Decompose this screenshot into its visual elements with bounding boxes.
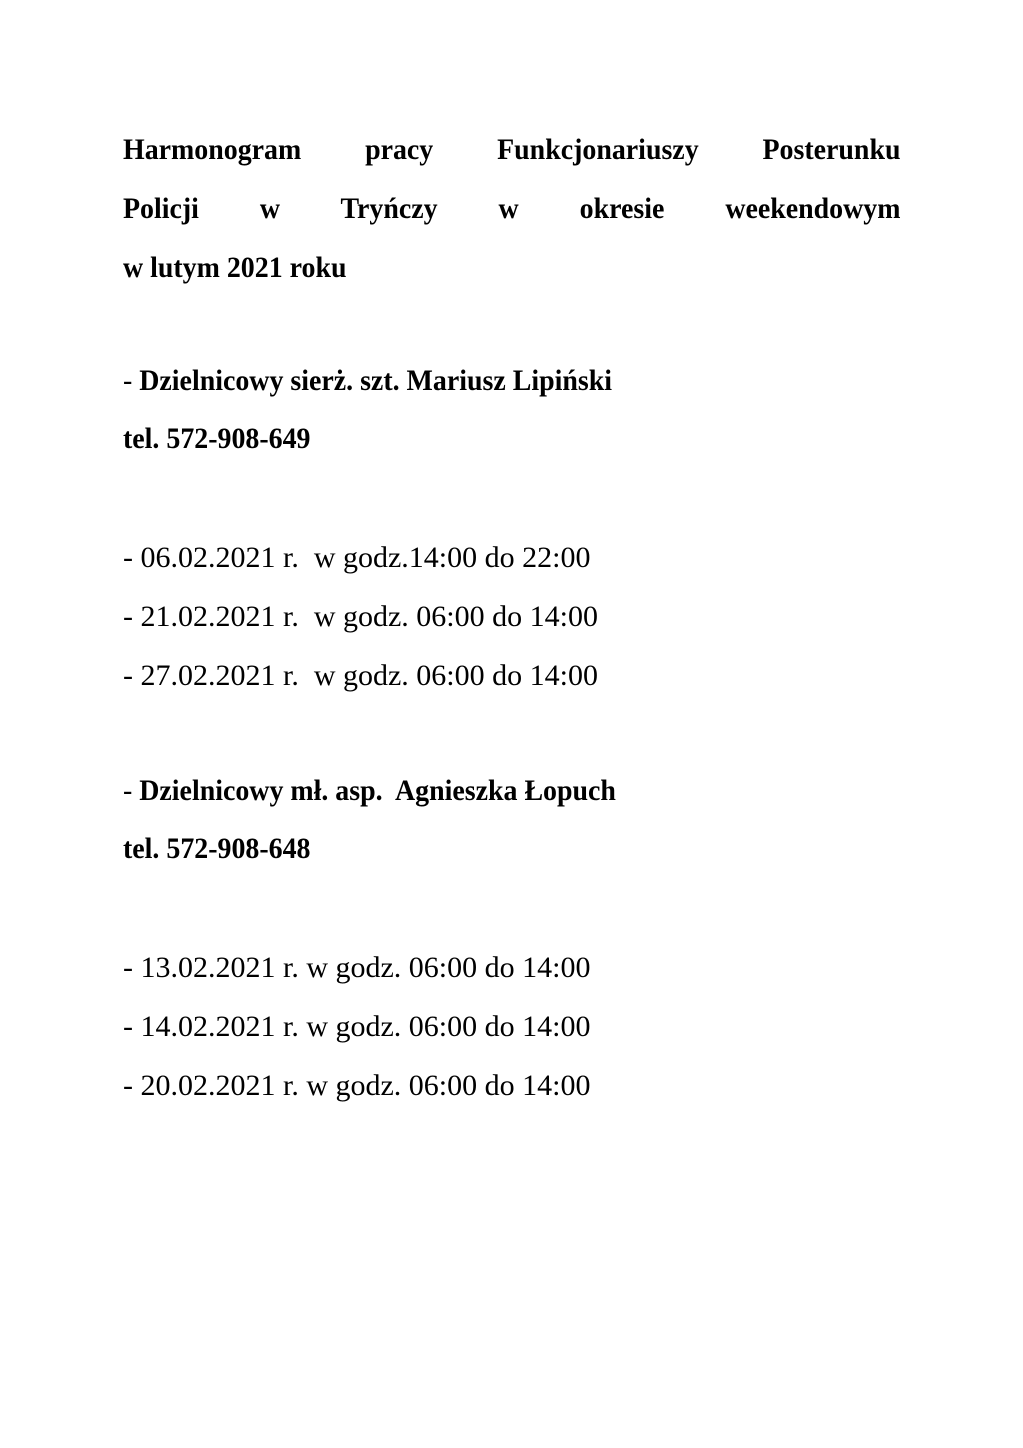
officer-phone: tel. 572-908-648 [123,832,311,865]
officer-name-line [123,762,867,820]
officer-phone: tel. 572-908-649 [123,422,311,455]
officer-section [123,352,923,705]
shift-item: - 13.02.2021 r. w godz. 06:00 do 14:00 [123,951,591,984]
list-dash: - [123,774,140,807]
shift-item: - 14.02.2021 r. w godz. 06:00 do 14:00 [123,1010,591,1043]
title-line: Harmonogram pracy Funkcjonariuszy Posterunku [123,133,901,166]
shift-item: - 20.02.2021 r. w godz. 06:00 do 14:00 [123,1069,591,1102]
shift-list [123,938,923,1115]
shift-list [123,528,923,705]
shift-item: - 21.02.2021 r. w godz. 06:00 do 14:00 [123,600,598,633]
officer-section [123,762,923,1115]
title-line: Policji w Tryńczy w okresie weekendowym [123,192,901,225]
officer-name: Dzielnicowy sierż. szt. Mariusz Lipiński [139,364,612,397]
shift-item: - 27.02.2021 r. w godz. 06:00 do 14:00 [123,659,598,692]
document-page [123,120,901,1102]
officer-name: Dzielnicowy mł. asp. Agnieszka Łopuch [139,774,616,807]
shift-item: - 06.02.2021 r. w godz.14:00 do 22:00 [123,541,591,574]
officer-name-line [123,352,867,410]
list-dash: - [123,364,140,397]
document-title [123,120,900,297]
title-line: w lutym 2021 roku [123,251,347,284]
